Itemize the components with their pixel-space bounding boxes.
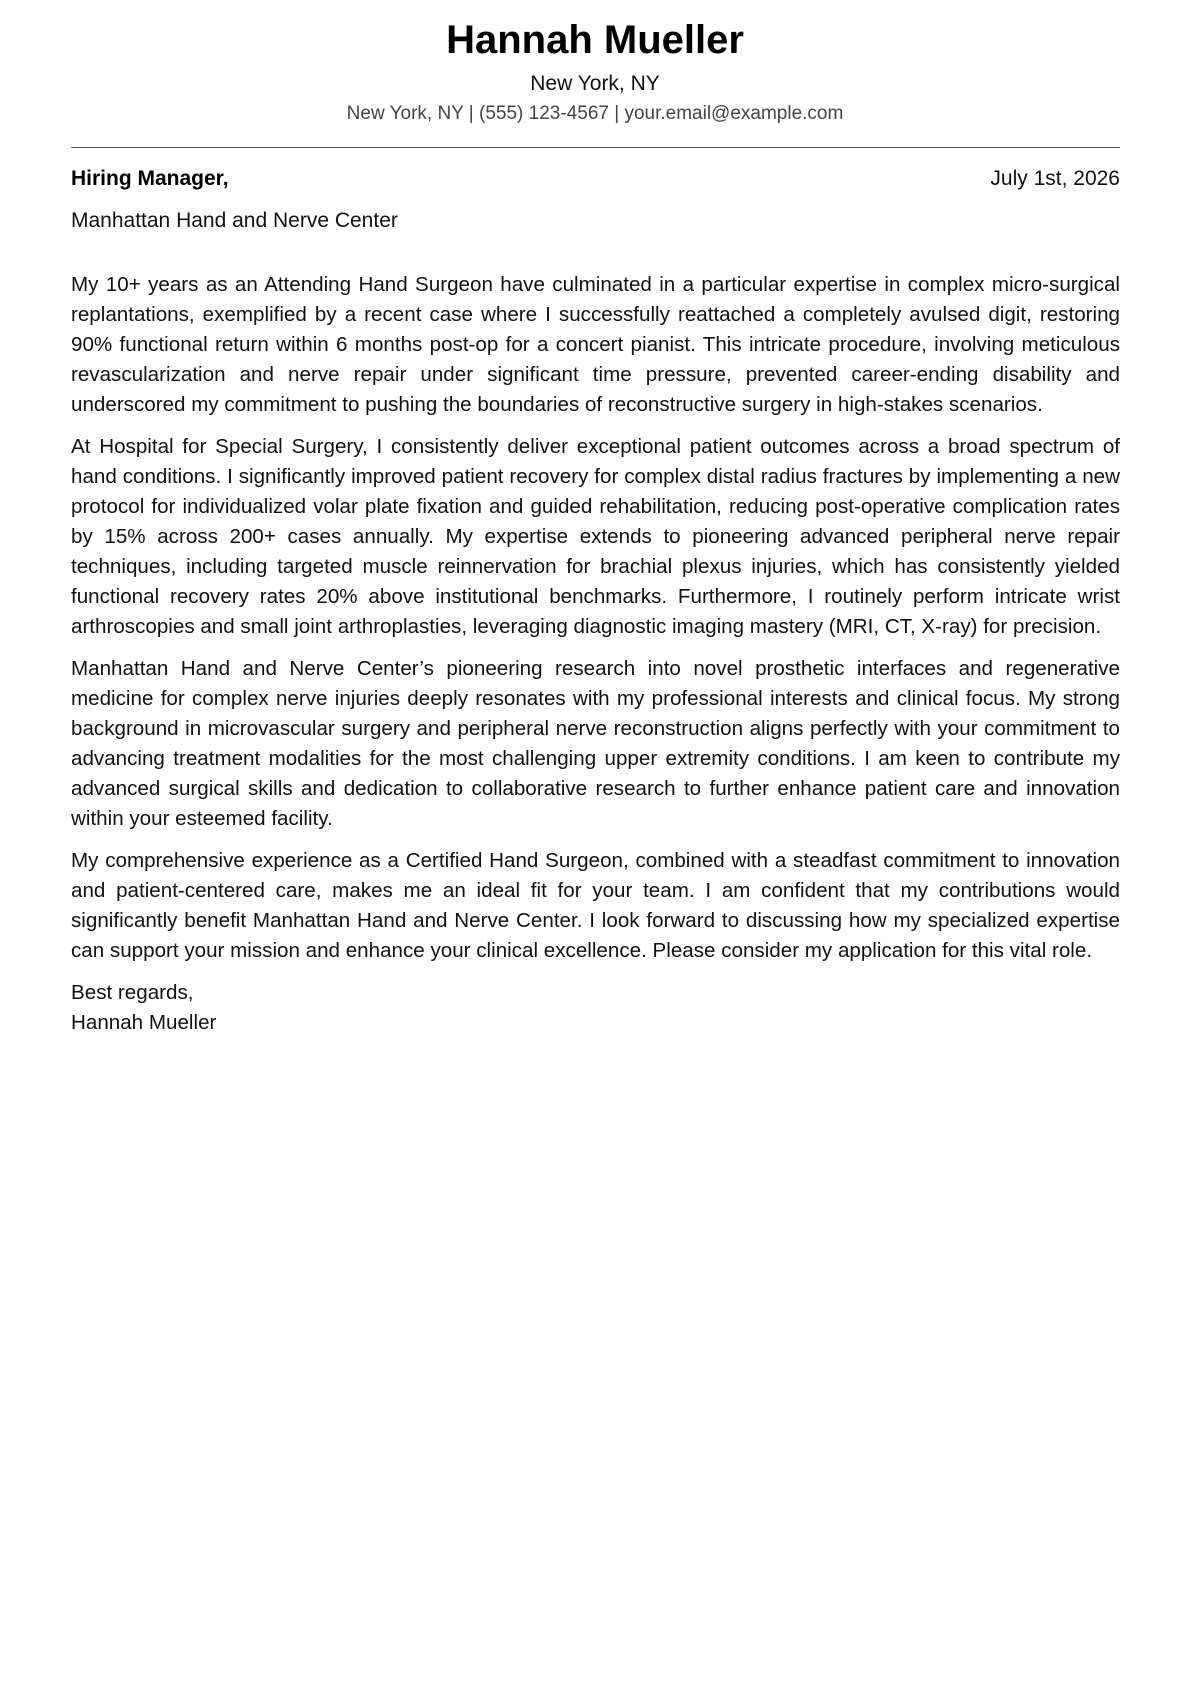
company-name: Manhattan Hand and Nerve Center <box>71 209 398 232</box>
body-paragraph-3: Manhattan Hand and Nerve Center’s pioneering research into novel prosthetic interfaces and regenerative medicine for complex nerve injuries deeply resonates with my professional interests and clinical focus. My strong background in microvascular surgery and peripheral nerve reconstruction aligns perfectly with your commitment to advancing treatment modalities for the most challenging upper extremity conditions. I am keen to contribute my advanced surgical skills and dedication to collaborative research to further enhance patient care and innovation within your esteemed facility. <box>71 657 1120 830</box>
letter-date: July 1st, 2026 <box>990 167 1120 190</box>
body-paragraph-2: At Hospital for Special Surgery, I consistently deliver exceptional patient outcomes across a broad spectrum of hand conditions. I significantly improved patient recovery for complex distal radius fractures by implementing a new protocol for individualized volar plate fixation and guided rehabilitation, reducing post-operative complication rates by 15% across 200+ cases annually. My expertise extends to pioneering advanced peripheral nerve repair techniques, including targeted muscle reinnervation for brachial plexus injuries, which has consistently yielded functional recovery rates 20% above institutional benchmarks. Furthermore, I routinely perform intricate wrist arthroscopies and small joint arthroplasties, leveraging diagnostic imaging mastery (MRI, CT, X-ray) for precision. <box>71 435 1120 638</box>
recipient-date-row <box>71 164 1120 194</box>
applicant-name: Hannah Mueller <box>446 18 744 62</box>
letter-body <box>71 270 1120 1038</box>
contact-line: New York, NY | (555) 123-4567 | your.email@example.com <box>346 103 844 124</box>
applicant-location: New York, NY <box>530 72 660 95</box>
recipient-salutation: Hiring Manager, <box>71 167 229 190</box>
body-paragraph-4: My comprehensive experience as a Certified Hand Surgeon, combined with a steadfast commitment to innovation and patient-centered care, makes me an ideal fit for your team. I am confident that my contributions would significantly benefit Manhattan Hand and Nerve Center. I look forward to discussing how my specialized expertise can support your mission and enhance your clinical excellence. Please consider my application for this vital role. <box>71 849 1120 962</box>
closing-block <box>71 978 1120 1038</box>
letter-header <box>0 16 1190 127</box>
header-divider <box>71 147 1120 148</box>
body-paragraph-1: My 10+ years as an Attending Hand Surgeon have culminated in a particular expertise in complex micro-surgical replantations, exemplified by a recent case where I successfully reattached a completely avulsed digit, restoring 90% functional return within 6 months post-op for a concert pianist. This intricate procedure, involving meticulous revascularization and nerve repair under significant time pressure, prevented career-ending disability and underscored my commitment to pushing the boundaries of reconstructive surgery in high-stakes scenarios. <box>71 273 1120 416</box>
signature-name: Hannah Mueller <box>71 1011 217 1034</box>
closing-phrase: Best regards, <box>71 981 194 1004</box>
